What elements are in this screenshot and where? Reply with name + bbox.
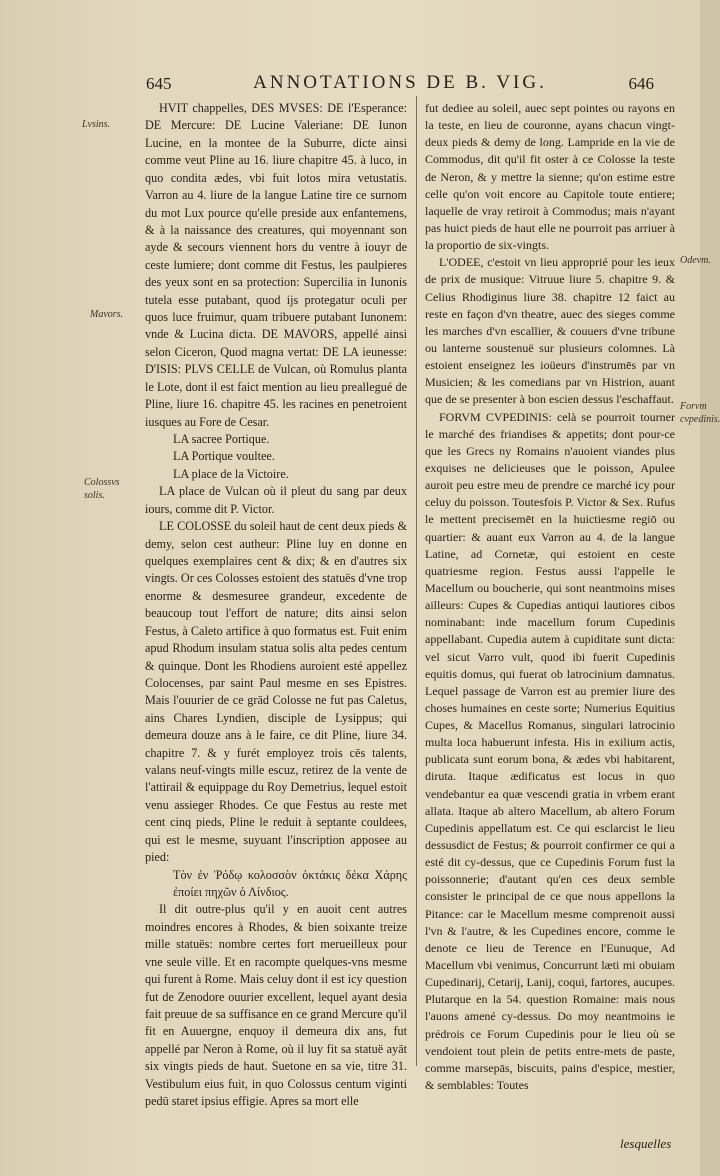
page-number-right: 646 (628, 74, 654, 93)
paragraph: fut dediee au soleil, auec sept pointes ou rayons en la teste, en lieu de couronne, ayans chacun vingt-deux pieds & demy de long. Lampride en la vie de Commodus, dit qu'il fit oster à ce Colosse la teste de Neron, & y mettre la sienne; qu'on estime estre celle qu'on voit encore au Capitole toute entiere; laquelle de vray retiroit à Commodus; mais n'ayant pas huict pieds de haut elle ne pourroit pas arriuer à la proportio de six-vingts. (425, 101, 675, 253)
column-divider (416, 96, 417, 1066)
running-title: ANNOTATIONS DE B. VIG. (253, 72, 547, 93)
list-item: LA place de la Victoire. (173, 466, 289, 481)
paragraph: HVIT chappelles, DES MVSES: DE l'Esperance: DE Mercure: DE Lucine Valeriane: DE Iunon Lucine, en la montee de la Suburre, dicte ainsi comme veut Pline au 16. liure chapitre 45. à luco, in quo condita ædes, vbi fuit lotos mira vetustatis. Varron au 4. liure de la langue Latine tire ce surnom du mot Lux pource qu'elle preside aux enfantemens, & à la naissance des creatures, qui moyennant son ayde & secours viennent hors du ventre à iouyr de ceste lumiere; dont comme dit Festus, les paulpieres des yeux sont en sa protection: Supercilia in Iunonis tutela esse putabant, quod ijs protegatur oculi per quos luce fruimur, quam tribuere putabant Iunonem: vnde & Lucina dicta. DE MAVORS, appellé ainsi selon Ciceron, Quod magna vertat: DE LA ieunesse: D'ISIS: PLVS CELLE de Vulcan, où Romulus planta le Lote, dont il est faict mention au lieu preallegué de Pline, liure 16. chapitre 45. les racines en penetroient iusques au Fore de Cesar. (145, 101, 407, 429)
list-item: LA sacree Portique. (173, 432, 270, 447)
paragraph: LA place de Vulcan où il pleut du sang par deux iours, comme dit P. Victor. (145, 484, 407, 516)
left-column (145, 100, 407, 1110)
margin-note-mavors: Mavors. (90, 309, 124, 320)
paragraph: FORVM CVPEDINIS: celà se pourroit tourner le marché des friandises & appetits; dont pour-ce que les Grecs ny Romains n'auoient viandes plus exquises ne delicieuses que le poisson, Apulee auroit peu estre meu de prendre ce marché icy pour celuy du poisson. Toutesfois P. Victor & Sex. Rufus le mettent precisemēt en la huictiesme regiō ou quartier: & auant eux Varron au 4. de la langue Latine, ad Cornetæ, qui estoient en ceste quatriesme region. Festus aussi l'appelle le Macellum ou boucherie, qui sont neantmoins mises ailleurs: Cupes & Cupedias antiqui lautiores cibos nominabant: inde macellum forum Cupedinis appellabant. Cupedia autem à cupiditate sunt dicta: vel sicut Varro vult, quod ibi fuerit Cupedinis equitis domus, qui fuerat ob latrocinium damnatus. Lequel passage de Varron est au premier liure des choses humaines en ceste sorte; Numerius Equitius Cupes, & Macellus Romanus, singulari latrocinio multa loca habuerunt infesta. His in exilium actis, publicata sunt eorum bona, & ædes vbi habitarent, diruta. Itaque ædificatus est locus in quo vendebantur ea quæ vescendi gratia in vrbem erant allata. Itaque ab altero Macellum, ab altero Forum Cupedinis appellatum est. Ce qui esclarcist le lieu dessusdict de Festus; & pourroit confirmer ce qui a esté dit cy-dessus, que ce Cupedinis Forum fust la poissonnerie; d'autant qu'en ces deux semble consister le principal de ce que nous appellons la Pitance: car le Macellum mesme comprenoit aussi l'vn & l'autre, & les Cupedines encore, comme le denote ce lieu de Terence en l'Eunuque, Ad Macellum vbi venimus, Concurrunt læti mi obuiam Cupedinarij, Cetarij, Lanij, coqui, fartores, aucupes. Plutarque en la 54. question Romaine: mais nous l'auons amené cy-dessus. Do moy neantmoins ie prédrois ce Forum Cupedinis pour le lieu où se vendoient tout plein de petits entre-mets de paste, comme marsepās, biscuits, pains d'espice, mestier, & semblables: Toutes (425, 409, 675, 1093)
paragraph: LE COLOSSE du soleil haut de cent deux pieds & demy, selon cest autheur: Pline luy en donne en quelques exemplaires cent & dix; & en d'autres six vingts. Or ces Colosses estoient des statuës d'vne trop enorme & desmesuree grandeur, excedente de beaucoup tout l'effort de nature; dits ainsi selon Festus, à Caleto artifice à quo formatus est. Fuit enim apud Rhodum insulam statua solis alta pedes centum & quinque. Dont les Rhodiens auroient esté appellez Colocenses, par saint Paul mesme en ses Epistres. Mais l'ouurier de ce grād Colosse ne fut pas Caletus, ains Chares Lyndien, disciple de Lysippus; qui demeura douze ans à le faire, ce dit Pline, liure 34. chapitre 7. & y furét employez trois cēs talents, valans neuf-vingts mille escuz, retirez de la vente de l'attirail & equippage du Roy Demetrius, lequel estoit venu assieger Rhodes. Ce que Festus au reste met cent cinq pieds, Pline le reduit à septante couldees, qui est le mesme, suyuant l'inscription apposee au pied: (145, 519, 407, 865)
right-column (425, 100, 675, 1094)
margin-note-lvsins: Lvsins. (82, 119, 111, 130)
margin-note-odevm: Odevm. (680, 255, 711, 266)
greek-inscription: Τὸν ἐν Ῥόδῳ κολοσσὸν ὀκτάκις δέκα Χάρης ἐποίει πηχῶν ὁ Λίνδιος. (173, 867, 407, 899)
margin-note-colossvs: Colossvs solis. (84, 477, 120, 501)
paragraph: L'ODEE, c'estoit vn lieu approprié pour les ieux de prix de musique: Vitruue liure 5. chapitre 9. & Celius Rhodiginus liure 38. chapitre 12 faict au reste en façon d'vn theatre, auec des sieges comme les marches d'vn escallier, & couuers d'vne tribune ou lanterne soustenuë sur plusieurs colomnes. Là estoient enseignez les ioüeurs d'instrumēs par vn Musicien; & les comedians par vn Histrion, auant que de se presenter à bon escien dessus l'eschaffaut. (425, 255, 675, 407)
catchword: lesquelles (620, 1136, 672, 1151)
margin-note-forvm: Forvm cvpedinis. (680, 401, 720, 425)
page-number-left: 645 (146, 74, 172, 93)
paragraph: Il dit outre-plus qu'il y en auoit cent autres moindres encores à Rhodes, & bien soixante treize mille statuës: nombre certes fort merueilleux pour vne seule ville. Et en racompte quelques-vns mesme qui furent à Rome. Mais celuy dont il est icy question fut de Zenodore ouurier excellent, lequel ayant desia fait preuue de sa suffisance en ce grand Mercure qu'il fit en Auuergne, enquoy il demeura dix ans, fut appellé par Neron à Rome, où il luy fit sa statuë ayāt six vingts pieds de haut. Suetone en sa vie, titre 31. Vestibulum eius fuit, in quo Colossus centum viginti pedū staret ipsius effigie. Apres sa mort elle (145, 902, 407, 1109)
list-item: LA Portique voultee. (173, 449, 275, 464)
